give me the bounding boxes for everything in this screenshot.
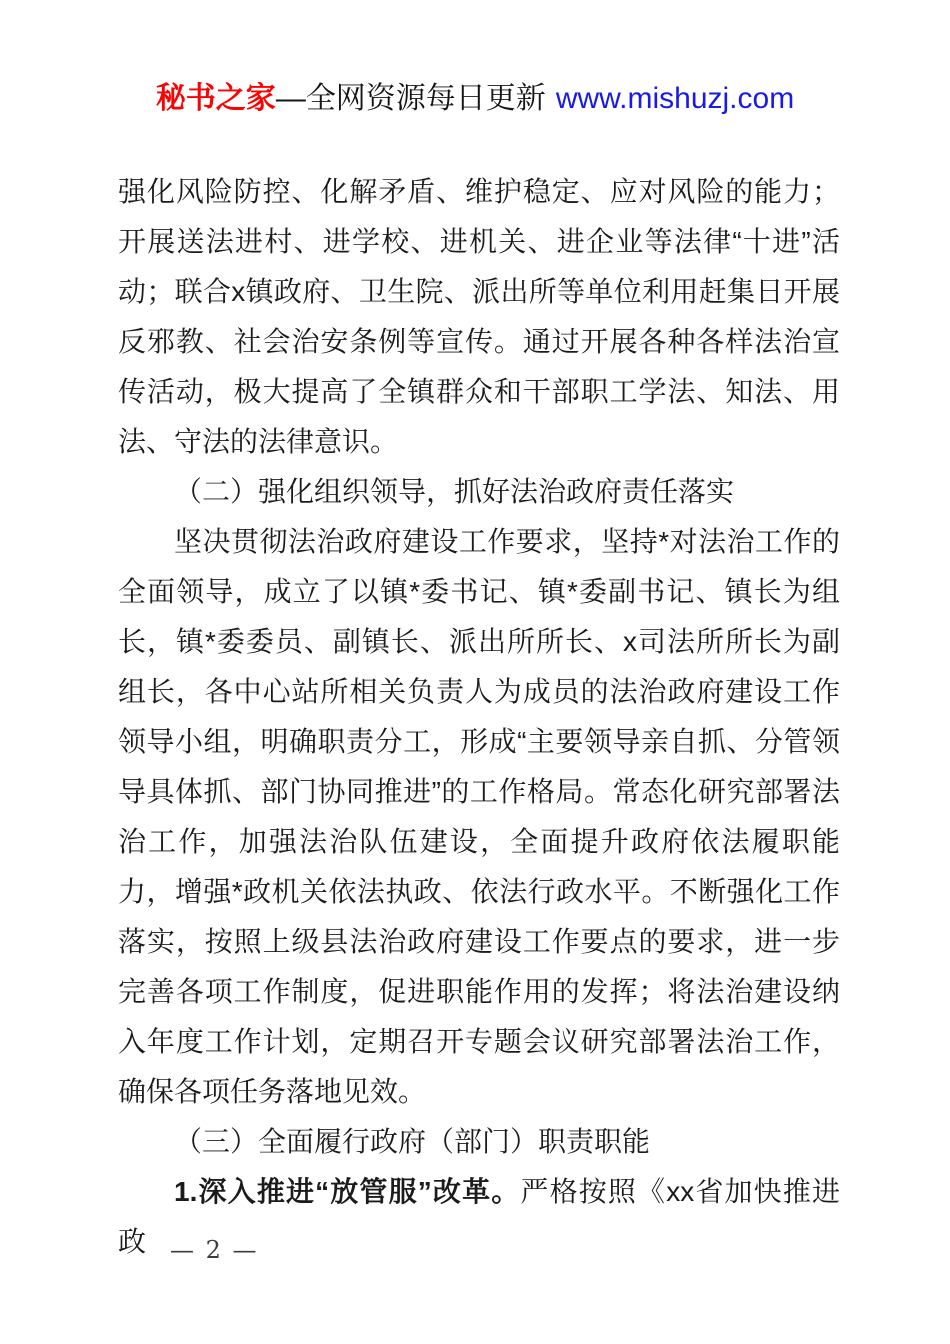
document-body xyxy=(118,167,840,1267)
brand-text: 秘书之家 xyxy=(155,82,276,115)
page-number: — 2 — xyxy=(170,1236,259,1264)
site-header xyxy=(0,80,950,118)
site-url-link[interactable]: www.mishuzj.com xyxy=(555,82,795,115)
paragraph-bold-lead: 1.深入推进“放管服”改革。 xyxy=(174,1176,521,1207)
paragraph-4: （三）全面履行政府（部门）职责职能 xyxy=(174,1126,651,1157)
paragraph-1: 强化风险防控、化解矛盾、维护稳定、应对风险的能力；开展送法进村、进学校、进机关、进企业等法律“十进”活动；联合x镇政府、卫生院、派出所等单位利用赶集日开展反邪教、社会治安条例等宣传。通过开展各种各样法治宣传活动，极大提高了全镇群众和干部职工学法、知法、用法、守法的法律意识。 xyxy=(118,176,840,457)
paragraph-5: 1.深入推进“放管服”改革。严格按照《xx省加快推进政 xyxy=(118,1176,840,1257)
header-tagline: —全网资源每日更新 xyxy=(275,82,546,115)
paragraph-3: 坚决贯彻法治政府建设工作要求，坚持*对法治工作的全面领导，成立了以镇*委书记、镇*委副书记、镇长为组长，镇*委委员、副镇长、派出所所长、x司法所所长为副组长，各中心站所相关负责人为成员的法治政府建设工作领导小组，明确职责分工，形成“主要领导亲自抓、分管领导具体抓、部门协同推进”的工作格局。常态化研究部署法治工作，加强法治队伍建设，全面提升政府依法履职能力，增强*政机关依法执政、依法行政水平。不断强化工作落实，按照上级县法治政府建设工作要点的要求，进一步完善各项工作制度，促进职能作用的发挥；将法治建设纳入年度工作计划，定期召开专题会议研究部署法治工作，确保各项任务落地见效。 xyxy=(118,526,840,1107)
paragraph-2: （二）强化组织领导，抓好法治政府责任落实 xyxy=(174,476,735,507)
